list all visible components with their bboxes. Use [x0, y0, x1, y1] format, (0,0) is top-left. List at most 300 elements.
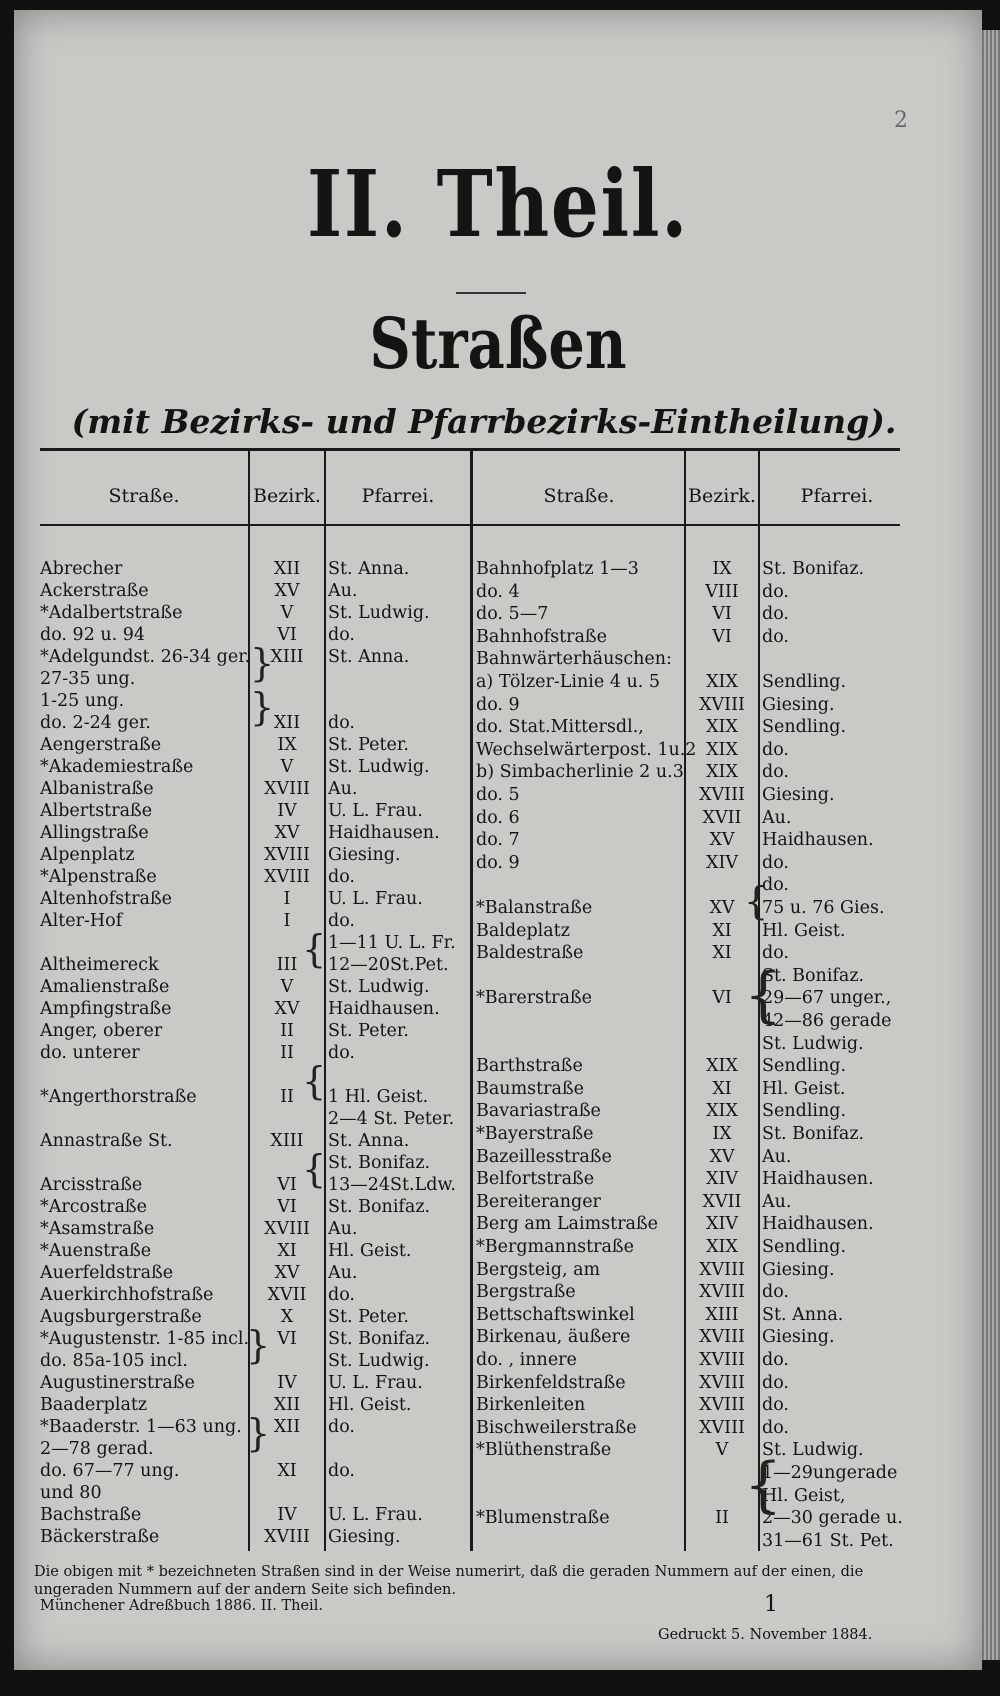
street-cell: do. 5—7: [476, 604, 549, 625]
table-row: [14, 1123, 982, 1145]
district-cell: XVIII: [264, 1527, 310, 1547]
table-row: [14, 1372, 982, 1394]
district-cell: I: [283, 889, 291, 909]
street-cell: *Akademiestraße: [40, 757, 194, 777]
parish-cell: do.: [328, 1043, 355, 1063]
parish-cell: do.: [328, 1461, 355, 1481]
district-cell: XVIII: [699, 1417, 745, 1438]
parish-cell: do.: [762, 1417, 789, 1438]
street-cell: Auerkirchhofstraße: [40, 1285, 214, 1305]
parish-cell: St. Ludwig.: [328, 1351, 430, 1371]
parish-cell: do.: [762, 739, 789, 760]
district-cell: XVIII: [699, 1395, 745, 1416]
street-cell: Abrecher: [40, 559, 123, 579]
table-row: [14, 784, 982, 806]
street-cell: *Adelgundst. 26-34 ger.: [40, 647, 251, 667]
district-cell: XIII: [270, 647, 304, 667]
parish-cell: Au.: [328, 1219, 358, 1239]
street-cell: Bischweilerstraße: [476, 1417, 637, 1438]
table-row: [14, 1326, 982, 1348]
district-cell: V: [280, 977, 294, 997]
parish-cell: Sendling.: [762, 1056, 847, 1077]
district-cell: VI: [712, 988, 732, 1009]
parish-cell: do.: [762, 1395, 789, 1416]
district-cell: XVIII: [699, 785, 745, 805]
street-cell: Amalienstraße: [40, 977, 170, 997]
district-cell: XV: [709, 1146, 735, 1167]
table-row: [14, 671, 982, 693]
parish-cell: Giesing.: [762, 1327, 835, 1348]
table-row: [14, 829, 982, 851]
parish-cell: Giesing.: [762, 785, 835, 805]
parish-cell: Hl. Geist.: [328, 1241, 412, 1261]
district-cell: XV: [274, 823, 300, 843]
parish-cell: St. Peter.: [328, 735, 409, 755]
parish-cell: do.: [762, 626, 789, 647]
parish-cell: do.: [328, 1417, 355, 1437]
parish-cell: Giesing.: [762, 1259, 835, 1280]
district-cell: VI: [277, 1175, 297, 1195]
street-cell: *Bergmannstraße: [476, 1237, 634, 1257]
district-cell: VIII: [705, 581, 739, 602]
table-row: [14, 807, 982, 829]
district-cell: VI: [277, 1329, 297, 1349]
district-cell: II: [280, 1021, 294, 1041]
table-row: [14, 558, 982, 580]
street-cell: Bergstraße: [476, 1282, 576, 1303]
parish-cell: Hl. Geist.: [762, 1078, 846, 1099]
district-cell: II: [715, 1508, 729, 1529]
street-cell: *Auenstraße: [40, 1241, 152, 1261]
street-cell: *Bayerstraße: [476, 1124, 594, 1144]
district-cell: IV: [277, 1373, 297, 1393]
district-cell: IV: [277, 1505, 297, 1525]
district-cell: XIX: [706, 1237, 738, 1257]
district-cell: XVIII: [264, 867, 310, 887]
parish-cell: do.: [762, 604, 789, 625]
street-cell: *Augustenstr. 1-85 incl.: [40, 1329, 250, 1349]
table-row: [14, 1078, 982, 1100]
parish-cell: do.: [762, 581, 789, 602]
parish-cell: do.: [762, 943, 789, 964]
street-cell: 2—78 gerad.: [40, 1439, 154, 1459]
street-cell: Augsburgerstraße: [40, 1307, 202, 1327]
district-cell: XV: [274, 581, 300, 601]
district-cell: VI: [277, 1197, 297, 1217]
street-cell: Auerfeldstraße: [40, 1263, 174, 1283]
parish-cell: 13—24St.Ldw.: [328, 1175, 456, 1195]
parish-cell: Haidhausen.: [328, 999, 440, 1019]
parish-cell: St. Bonifaz.: [328, 1197, 431, 1217]
table-row: [14, 874, 982, 896]
table-row: [14, 1055, 982, 1077]
district-cell: XIX: [706, 672, 738, 692]
parish-cell: St. Bonifaz.: [762, 1124, 865, 1144]
parish-cell: do.: [328, 625, 355, 645]
street-cell: Altenhofstraße: [40, 889, 173, 909]
table-row: [14, 920, 982, 942]
parish-cell: 75 u. 76 Gies.: [762, 898, 885, 918]
parish-cell: St. Anna.: [328, 647, 410, 667]
street-cell: Birkenleiten: [476, 1395, 586, 1416]
street-cell: do. 6: [476, 807, 520, 828]
street-cell: Baumstraße: [476, 1078, 585, 1099]
street-cell: *Angerthorstraße: [40, 1087, 197, 1107]
district-cell: XIX: [706, 1101, 738, 1122]
parish-cell: do.: [762, 852, 789, 873]
section-subtitle: (mit Bezirks- und Pfarrbezirks-Eintheilung).: [71, 402, 897, 441]
table-row: [14, 1439, 982, 1461]
street-cell: *Blumenstraße: [476, 1508, 610, 1529]
header-street-left: Straße.: [108, 485, 180, 507]
table-row: [14, 1100, 982, 1122]
parish-cell: St. Ludwig.: [762, 1440, 864, 1461]
header-parish-right: Pfarrei.: [800, 485, 874, 507]
street-cell: Albanistraße: [40, 779, 154, 799]
table-row: [14, 1213, 982, 1235]
district-cell: VI: [712, 626, 732, 647]
parish-cell: Giesing.: [762, 694, 835, 715]
district-cell: XVIII: [699, 1350, 745, 1370]
parish-cell: do.: [328, 713, 355, 733]
header-street-right: Straße.: [543, 485, 615, 507]
street-cell: do. 67—77 ung.: [40, 1461, 180, 1481]
street-cell: do. Stat.Mittersdl.,: [476, 717, 644, 738]
parish-cell: 42—86 gerade: [762, 1011, 892, 1031]
table-row: [14, 603, 982, 625]
table-row: [14, 1304, 982, 1326]
street-cell: Ackerstraße: [40, 581, 149, 601]
table-row: [14, 965, 982, 987]
parish-cell: St. Bonifaz.: [762, 965, 865, 986]
street-cell: do. 4: [476, 581, 520, 602]
parish-cell: 2—4 St. Peter.: [328, 1109, 455, 1129]
table-row: [14, 1146, 982, 1168]
street-cell: Bergsteig, am: [476, 1259, 601, 1280]
street-cell: Alter-Hof: [40, 911, 123, 931]
parish-cell: St. Anna.: [328, 559, 410, 579]
section-title: Straßen: [369, 302, 627, 385]
street-cell: *Blüthenstraße: [476, 1440, 612, 1461]
district-cell: XV: [709, 898, 735, 918]
district-cell: XVII: [702, 807, 742, 828]
district-cell: IV: [277, 801, 297, 821]
district-cell: XVIII: [699, 694, 745, 715]
table-row: [14, 1191, 982, 1213]
print-date: Gedruckt 5. November 1884.: [658, 1627, 873, 1643]
table-row: [14, 1281, 982, 1303]
parish-cell: U. L. Frau.: [328, 1373, 423, 1393]
district-cell: XIX: [706, 762, 738, 783]
table-row: [14, 716, 982, 738]
brace: }: [250, 685, 275, 729]
brace: {: [302, 1147, 327, 1191]
brace: {: [302, 927, 327, 971]
district-cell: V: [280, 757, 294, 777]
parish-cell: U. L. Frau.: [328, 801, 423, 821]
table-row: [14, 1033, 982, 1055]
sheet-number: 1: [764, 1592, 778, 1617]
table-row: [14, 942, 982, 964]
street-cell: Augustinerstraße: [40, 1373, 195, 1393]
street-cell: do. 9: [476, 852, 520, 873]
street-cell: Belfortstraße: [476, 1169, 595, 1190]
district-cell: XIX: [706, 717, 738, 738]
street-cell: Baaderplatz: [40, 1395, 148, 1415]
district-cell: XVIII: [264, 779, 310, 799]
parish-cell: Sendling.: [762, 672, 847, 692]
parish-cell: Hl. Geist.: [762, 920, 846, 941]
district-cell: XII: [273, 1395, 301, 1415]
street-cell: *Alpenstraße: [40, 867, 157, 887]
district-cell: XVII: [267, 1285, 307, 1305]
parish-cell: St. Bonifaz.: [762, 559, 865, 579]
table-row: [14, 694, 982, 716]
street-cell: Aengerstraße: [40, 735, 162, 755]
table-row: [14, 852, 982, 874]
street-cell: Wechselwärterpost. 1u.2: [476, 739, 697, 760]
table-row: [14, 739, 982, 761]
district-cell: XV: [274, 1263, 300, 1283]
street-cell: und 80: [40, 1483, 102, 1503]
district-cell: VI: [712, 604, 732, 625]
district-cell: XIX: [706, 1056, 738, 1077]
parish-cell: Hl. Geist,: [762, 1485, 846, 1506]
district-cell: XVIII: [699, 1327, 745, 1348]
parish-cell: 1 Hl. Geist.: [328, 1087, 429, 1107]
parish-cell: Au.: [762, 807, 792, 828]
table-row: [14, 897, 982, 919]
street-cell: *Arcostraße: [40, 1197, 147, 1217]
district-cell: XIII: [270, 1131, 304, 1151]
district-cell: I: [283, 911, 291, 931]
footnote: Die obigen mit * bezeichneten Straßen sind in der Weise numerirt, daß die geraden Nummern auf der einen, die ungeraden Nummern auf der andern Seite sich befinden.: [34, 1564, 864, 1598]
page-number-top: 2: [894, 108, 908, 133]
district-cell: III: [276, 955, 298, 975]
header-district-left: Bezirk.: [253, 485, 321, 507]
parish-cell: St. Ludwig.: [762, 1033, 864, 1054]
table-row: [14, 581, 982, 603]
street-cell: Bachstraße: [40, 1505, 142, 1525]
district-cell: IX: [712, 559, 732, 579]
book-label: Münchener Adreßbuch 1886. II. Theil.: [40, 1598, 323, 1614]
parish-cell: Sendling.: [762, 1237, 847, 1257]
parish-cell: 31—61 St. Pet.: [762, 1530, 894, 1551]
parish-cell: St. Ludwig.: [328, 977, 430, 997]
street-cell: *Barerstraße: [476, 988, 592, 1009]
parish-cell: St. Peter.: [328, 1021, 409, 1041]
parish-cell: St. Bonifaz.: [328, 1153, 431, 1173]
street-cell: Bahnwärterhäuschen:: [476, 649, 672, 670]
street-cell: *Baaderstr. 1—63 ung.: [40, 1417, 242, 1437]
street-cell: Bettschaftswinkel: [476, 1304, 635, 1325]
street-cell: do. unterer: [40, 1043, 140, 1063]
table-row: [14, 1394, 982, 1416]
table-row: [14, 1507, 982, 1529]
district-cell: XI: [277, 1461, 297, 1481]
street-cell: *Asamstraße: [40, 1219, 155, 1239]
street-cell: Barthstraße: [476, 1056, 583, 1077]
street-cell: Bäckerstraße: [40, 1527, 160, 1547]
street-cell: do. , innere: [476, 1350, 577, 1370]
district-cell: V: [280, 603, 294, 623]
table-row: [14, 1236, 982, 1258]
street-cell: Bereiteranger: [476, 1191, 601, 1212]
district-cell: XIV: [705, 1214, 738, 1235]
district-cell: XVIII: [699, 1372, 745, 1393]
parish-cell: do.: [762, 1350, 789, 1370]
street-cell: 1-25 ung.: [40, 691, 125, 711]
street-cell: 27-35 ung.: [40, 669, 136, 689]
street-cell: Anger, oberer: [40, 1021, 163, 1041]
street-cell: do. 92 u. 94: [40, 625, 146, 645]
district-cell: XVIII: [264, 1219, 310, 1239]
street-cell: *Adalbertstraße: [40, 603, 183, 623]
table-row: [14, 1259, 982, 1281]
parish-cell: St. Ludwig.: [328, 603, 430, 623]
parish-cell: do.: [762, 762, 789, 783]
parish-cell: U. L. Frau.: [328, 1505, 423, 1525]
parish-cell: St. Bonifaz.: [328, 1329, 431, 1349]
district-cell: XII: [273, 713, 301, 733]
parish-cell: do.: [328, 867, 355, 887]
parish-cell: St. Peter.: [328, 1307, 409, 1327]
district-cell: XV: [274, 999, 300, 1019]
parish-cell: 12—20St.Pet.: [328, 955, 449, 975]
table-row: [14, 1168, 982, 1190]
district-cell: XIII: [705, 1304, 739, 1325]
table-row: [14, 1349, 982, 1371]
parish-cell: Hl. Geist.: [328, 1395, 412, 1415]
page-edge-strip: [982, 30, 1000, 1660]
district-cell: II: [280, 1043, 294, 1063]
parish-cell: St. Anna.: [762, 1304, 844, 1325]
parish-cell: St. Ludwig.: [328, 757, 430, 777]
street-cell: b) Simbacherlinie 2 u.3: [476, 762, 684, 783]
title-underline: [456, 292, 526, 294]
brace: }: [246, 1411, 271, 1455]
parish-cell: Au.: [762, 1191, 792, 1212]
brace: {: [302, 1059, 327, 1103]
parish-cell: Giesing.: [328, 1527, 401, 1547]
parish-cell: Au.: [762, 1146, 792, 1167]
district-cell: IX: [277, 735, 297, 755]
street-cell: Allingstraße: [40, 823, 149, 843]
district-cell: XI: [712, 943, 732, 964]
parish-cell: Au.: [328, 581, 358, 601]
parish-cell: Haidhausen.: [328, 823, 440, 843]
district-cell: XII: [273, 559, 301, 579]
table-row: [14, 761, 982, 783]
street-cell: do. 2-24 ger.: [40, 713, 151, 733]
table-row: [14, 1010, 982, 1032]
district-cell: XI: [277, 1241, 297, 1261]
district-cell: V: [715, 1440, 729, 1461]
district-cell: XIV: [705, 852, 738, 873]
part-title: II. Theil.: [306, 150, 690, 258]
district-cell: XVIII: [264, 845, 310, 865]
parish-cell: do.: [328, 911, 355, 931]
street-cell: do. 7: [476, 830, 520, 851]
parish-cell: Sendling.: [762, 717, 847, 738]
street-cell: a) Tölzer-Linie 4 u. 5: [476, 672, 661, 692]
parish-cell: 2—30 gerade u.: [762, 1508, 903, 1529]
parish-cell: Au.: [328, 779, 358, 799]
street-cell: Alpenplatz: [40, 845, 135, 865]
street-cell: Bahnhofplatz 1—3: [476, 559, 639, 579]
street-cell: Berg am Laimstraße: [476, 1214, 659, 1235]
parish-cell: U. L. Frau.: [328, 889, 423, 909]
parish-cell: Au.: [328, 1263, 358, 1283]
brace: }: [246, 1323, 271, 1367]
street-cell: Albertstraße: [40, 801, 153, 821]
parish-cell: St. Anna.: [328, 1131, 410, 1151]
parish-cell: Sendling.: [762, 1101, 847, 1122]
parish-cell: do.: [328, 1285, 355, 1305]
table-row: [14, 1530, 982, 1552]
district-cell: XVIII: [699, 1259, 745, 1280]
street-cell: Bahnhofstraße: [476, 626, 607, 647]
parish-cell: Haidhausen.: [762, 830, 874, 851]
parish-cell: Haidhausen.: [762, 1214, 874, 1235]
parish-cell: Haidhausen.: [762, 1169, 874, 1190]
scanned-page: [14, 10, 982, 1670]
street-cell: Baldestraße: [476, 943, 584, 964]
district-cell: II: [280, 1087, 294, 1107]
street-cell: Annastraße St.: [40, 1131, 173, 1151]
district-cell: XVII: [702, 1191, 742, 1212]
table-row: [14, 1485, 982, 1507]
table-row: [14, 1417, 982, 1439]
street-cell: Birkenfeldstraße: [476, 1372, 626, 1393]
table-row: [14, 648, 982, 670]
street-cell: do. 5: [476, 785, 520, 805]
district-cell: XV: [709, 830, 735, 851]
table-row: [14, 626, 982, 648]
street-cell: Ampfingstraße: [40, 999, 172, 1019]
table-row: [14, 987, 982, 1009]
street-cell: Birkenau, äußere: [476, 1327, 631, 1348]
header-parish-left: Pfarrei.: [361, 485, 435, 507]
street-cell: *Balanstraße: [476, 898, 593, 918]
parish-cell: do.: [762, 1282, 789, 1303]
district-cell: X: [280, 1307, 294, 1327]
district-cell: VI: [277, 625, 297, 645]
district-cell: XVIII: [699, 1282, 745, 1303]
district-cell: XIX: [706, 739, 738, 760]
brace: {: [744, 960, 783, 1030]
street-cell: Arcisstraße: [40, 1175, 143, 1195]
street-cell: do. 9: [476, 694, 520, 715]
parish-cell: 29—67 unger.,: [762, 988, 892, 1009]
brace: {: [744, 1450, 783, 1520]
header-district-right: Bezirk.: [688, 485, 756, 507]
street-cell: do. 85a-105 incl.: [40, 1351, 188, 1371]
parish-cell: 1—29ungerade: [762, 1463, 898, 1483]
district-cell: IX: [712, 1124, 732, 1144]
parish-cell: 1—11 U. L. Fr.: [328, 933, 456, 953]
district-cell: XIV: [705, 1169, 738, 1190]
district-cell: XI: [712, 1078, 732, 1099]
brace: {: [744, 879, 769, 923]
parish-cell: Giesing.: [328, 845, 401, 865]
street-cell: Bazeillesstraße: [476, 1146, 612, 1167]
street-cell: Baldeplatz: [476, 920, 570, 941]
street-cell: Bavariastraße: [476, 1101, 601, 1122]
parish-cell: do.: [762, 1372, 789, 1393]
district-cell: XI: [712, 920, 732, 941]
district-cell: XII: [273, 1417, 301, 1437]
